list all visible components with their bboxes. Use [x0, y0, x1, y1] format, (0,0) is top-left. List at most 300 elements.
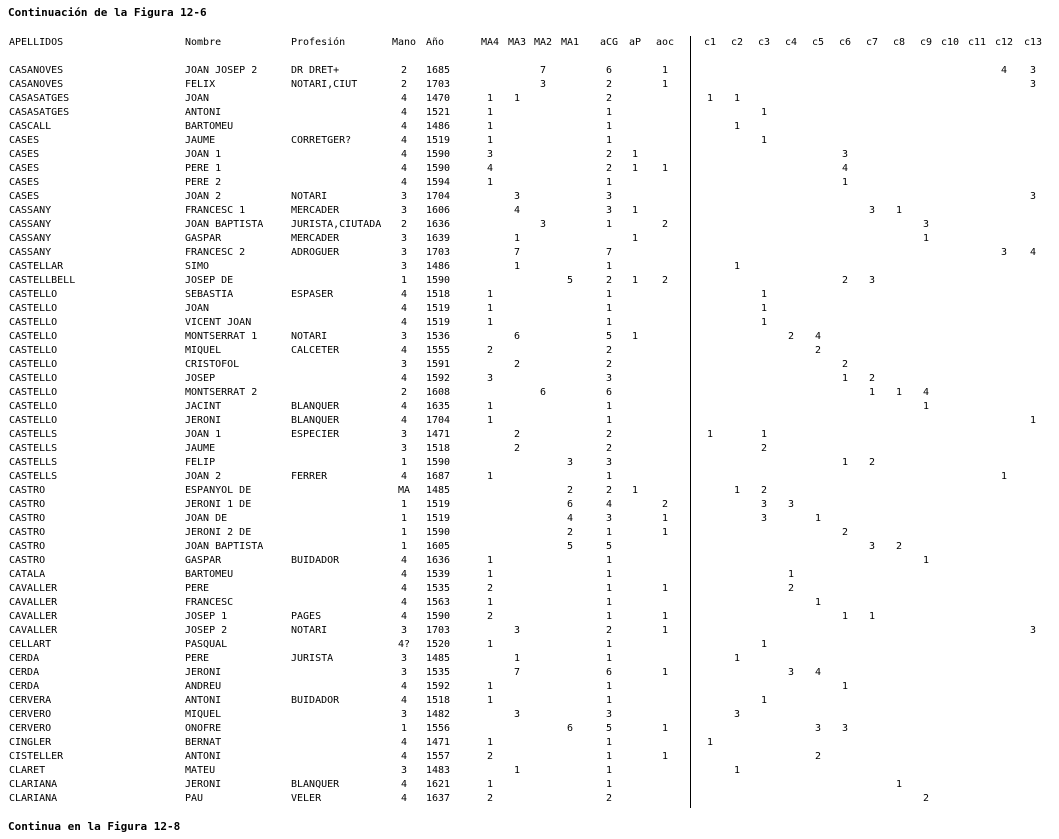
- cell-ma2: [530, 709, 556, 721]
- cell-c11: [964, 443, 990, 455]
- cell-profesion: NOTARI: [291, 625, 328, 636]
- cell-c7: 1: [868, 387, 876, 398]
- cell-nombre: JERONI: [185, 415, 222, 426]
- cell-ma1: [557, 443, 583, 455]
- cell-c5: [807, 121, 829, 133]
- cell-mano: 4: [400, 163, 408, 174]
- cell-ano: 1608: [426, 387, 451, 398]
- cell-ma4: 1: [486, 289, 494, 300]
- cell-ma3: 2: [513, 429, 521, 440]
- cell-aoc: [650, 191, 680, 203]
- cell-c11: [964, 597, 990, 609]
- cell-c3: [753, 219, 775, 231]
- cell-ap: [625, 653, 645, 665]
- cell-c11: [964, 359, 990, 371]
- cell-ap: [625, 107, 645, 119]
- cell-ma4: 1: [486, 471, 494, 482]
- cell-c12: [991, 555, 1017, 567]
- cell-ap: [625, 289, 645, 301]
- cell-c9: [915, 443, 937, 455]
- cell-aoc: [650, 779, 680, 791]
- cell-apellidos: CAVALLER: [9, 625, 58, 636]
- cell-ma4: 4: [486, 163, 494, 174]
- cell-ap: [625, 555, 645, 567]
- cell-ma3: [504, 345, 530, 357]
- cell-c7: [861, 177, 883, 189]
- cell-c1: [699, 233, 721, 245]
- cell-profesion: [291, 387, 391, 399]
- cell-c8: 2: [895, 541, 903, 552]
- cell-mano: 4: [400, 373, 408, 384]
- cell-c5: [807, 625, 829, 637]
- cell-ma3: [504, 513, 530, 525]
- cell-c9: [915, 653, 937, 665]
- cell-c9: [915, 191, 937, 203]
- cell-ma4: [477, 457, 503, 469]
- cell-c13: [1018, 723, 1048, 735]
- cell-c13: [1018, 219, 1048, 231]
- cell-ma2: [530, 737, 556, 749]
- cell-c13: 3: [1029, 65, 1037, 76]
- cell-c13: [1018, 639, 1048, 651]
- cell-c8: [888, 65, 910, 77]
- cell-mano: 3: [400, 233, 408, 244]
- cell-c2: [726, 751, 748, 763]
- cell-c11: [964, 429, 990, 441]
- cell-nombre: JERONI: [185, 779, 222, 790]
- cell-ma1: [557, 681, 583, 693]
- cell-c13: [1018, 443, 1048, 455]
- cell-c3: 1: [760, 289, 768, 300]
- cell-ma4: [477, 513, 503, 525]
- cell-c3: [753, 247, 775, 259]
- cell-c6: [834, 667, 856, 679]
- cell-ma1: [557, 233, 583, 245]
- cell-c7: [861, 499, 883, 511]
- cell-aoc: [650, 415, 680, 427]
- cell-c13: [1018, 681, 1048, 693]
- cell-ap: 1: [631, 163, 639, 174]
- cell-c7: 3: [868, 275, 876, 286]
- cell-aoc: 1: [661, 583, 669, 594]
- cell-c7: [861, 303, 883, 315]
- cell-c2: [726, 177, 748, 189]
- cell-mano: 4?: [397, 639, 411, 650]
- cell-ma4: 1: [486, 555, 494, 566]
- cell-ap: [625, 345, 645, 357]
- cell-c3: [753, 233, 775, 245]
- cell-profesion: [291, 457, 391, 469]
- cell-ma2: [530, 597, 556, 609]
- cell-c11: [964, 373, 990, 385]
- cell-c11: [964, 233, 990, 245]
- cell-apellidos: CISTELLER: [9, 751, 64, 762]
- cell-c13: [1018, 555, 1048, 567]
- cell-acg: 1: [605, 401, 613, 412]
- cell-c2: [726, 457, 748, 469]
- cell-c9: 4: [922, 387, 930, 398]
- cell-c9: [915, 93, 937, 105]
- cell-c5: 2: [814, 345, 822, 356]
- cell-c3: [753, 415, 775, 427]
- cell-ano: 1557: [426, 751, 451, 762]
- cell-c1: [699, 485, 721, 497]
- cell-c4: 2: [787, 583, 795, 594]
- cell-ap: [625, 401, 645, 413]
- cell-ano: 1563: [426, 597, 451, 608]
- cell-c6: [834, 135, 856, 147]
- cell-ma1: [557, 331, 583, 343]
- cell-c13: [1018, 583, 1048, 595]
- cell-ma4: 1: [486, 401, 494, 412]
- cell-apellidos: CASSANY: [9, 247, 52, 258]
- cell-ma4: 1: [486, 107, 494, 118]
- cell-c8: 1: [895, 779, 903, 790]
- cell-acg: 6: [605, 65, 613, 76]
- cell-c1: [699, 65, 721, 77]
- cell-c5: [807, 793, 829, 805]
- cell-c9: [915, 527, 937, 539]
- cell-c7: [861, 345, 883, 357]
- cell-profesion: [291, 541, 391, 553]
- cell-c1: [699, 345, 721, 357]
- cell-c13: [1018, 387, 1048, 399]
- cell-acg: 2: [605, 429, 613, 440]
- cell-c2: [726, 625, 748, 637]
- cell-c11: [964, 135, 990, 147]
- cell-c4: 2: [787, 331, 795, 342]
- cell-c2: [726, 163, 748, 175]
- cell-c2: [726, 597, 748, 609]
- cell-c12: [991, 443, 1017, 455]
- cell-c4: [780, 401, 802, 413]
- cell-c8: [888, 429, 910, 441]
- cell-mano: 3: [400, 191, 408, 202]
- cell-apellidos: CASANOVES: [9, 79, 64, 90]
- cell-aoc: [650, 555, 680, 567]
- cell-c7: [861, 555, 883, 567]
- cell-acg: 2: [605, 485, 613, 496]
- cell-c13: [1018, 667, 1048, 679]
- cell-nombre: JOSEP 2: [185, 625, 228, 636]
- cell-c13: [1018, 107, 1048, 119]
- cell-c11: [964, 513, 990, 525]
- cell-ma4: [477, 205, 503, 217]
- header-ap: aP: [628, 37, 642, 48]
- cell-profesion: [291, 485, 391, 497]
- cell-c3: [753, 261, 775, 273]
- cell-c1: [699, 261, 721, 273]
- cell-c12: [991, 611, 1017, 623]
- cell-c3: [753, 723, 775, 735]
- cell-c1: [699, 681, 721, 693]
- cell-c3: [753, 121, 775, 133]
- header-nombre: Nombre: [185, 37, 222, 48]
- cell-ano: 1556: [426, 723, 451, 734]
- header-c1: c1: [703, 37, 717, 48]
- cell-c9: [915, 681, 937, 693]
- cell-acg: 1: [605, 415, 613, 426]
- cell-profesion: [291, 737, 391, 749]
- cell-c8: [888, 191, 910, 203]
- cell-c6: [834, 121, 856, 133]
- cell-c4: [780, 93, 802, 105]
- cell-ma3: [504, 541, 530, 553]
- cell-acg: 5: [605, 541, 613, 552]
- cell-c10: [937, 499, 963, 511]
- cell-ano: 1471: [426, 737, 451, 748]
- cell-aoc: [650, 639, 680, 651]
- cell-ma1: [557, 261, 583, 273]
- cell-c12: [991, 541, 1017, 553]
- cell-ano: 1637: [426, 793, 451, 804]
- cell-c5: [807, 541, 829, 553]
- cell-c6: [834, 583, 856, 595]
- cell-c7: [861, 415, 883, 427]
- cell-c13: [1018, 205, 1048, 217]
- cell-c6: [834, 65, 856, 77]
- cell-c4: [780, 289, 802, 301]
- cell-ma3: 1: [513, 261, 521, 272]
- cell-apellidos: CASTRO: [9, 555, 46, 566]
- cell-c7: [861, 695, 883, 707]
- cell-c13: [1018, 737, 1048, 749]
- cell-acg: 1: [605, 317, 613, 328]
- header-c11: c11: [967, 37, 987, 48]
- cell-c1: [699, 163, 721, 175]
- cell-ma1: [557, 163, 583, 175]
- cell-ap: [625, 121, 645, 133]
- cell-ma1: [557, 597, 583, 609]
- cell-c7: [861, 737, 883, 749]
- cell-c4: [780, 121, 802, 133]
- cell-nombre: JAUME: [185, 443, 216, 454]
- cell-aoc: [650, 709, 680, 721]
- cell-c9: [915, 373, 937, 385]
- cell-acg: 6: [605, 387, 613, 398]
- cell-c7: [861, 569, 883, 581]
- cell-c7: [861, 639, 883, 651]
- header-ano: Año: [426, 37, 445, 48]
- cell-c8: [888, 443, 910, 455]
- cell-profesion: [291, 359, 391, 371]
- cell-ma2: [530, 681, 556, 693]
- cell-c8: [888, 751, 910, 763]
- cell-ma2: 3: [539, 219, 547, 230]
- header-c7: c7: [865, 37, 879, 48]
- cell-c13: [1018, 121, 1048, 133]
- cell-c12: [991, 569, 1017, 581]
- cell-ma3: [504, 149, 530, 161]
- cell-ma3: 2: [513, 443, 521, 454]
- cell-ano: 1470: [426, 93, 451, 104]
- cell-ma4: [477, 499, 503, 511]
- cell-nombre: PERE 1: [185, 163, 222, 174]
- cell-nombre: JOSEP 1: [185, 611, 228, 622]
- cell-c3: 1: [760, 639, 768, 650]
- cell-c8: [888, 709, 910, 721]
- cell-ma3: [504, 569, 530, 581]
- cell-c10: [937, 387, 963, 399]
- cell-c9: [915, 625, 937, 637]
- cell-mano: 1: [400, 723, 408, 734]
- cell-nombre: JOAN: [185, 93, 210, 104]
- cell-c12: [991, 499, 1017, 511]
- cell-aoc: [650, 177, 680, 189]
- cell-aoc: [650, 401, 680, 413]
- cell-c5: [807, 653, 829, 665]
- cell-c4: [780, 513, 802, 525]
- cell-ma2: [530, 163, 556, 175]
- cell-c13: [1018, 765, 1048, 777]
- cell-c2: [726, 611, 748, 623]
- cell-nombre: SEBASTIA: [185, 289, 234, 300]
- cell-ma1: [557, 555, 583, 567]
- cell-apellidos: CASSANY: [9, 219, 52, 230]
- cell-c5: [807, 709, 829, 721]
- cell-c2: 1: [733, 93, 741, 104]
- cell-ma4: 1: [486, 695, 494, 706]
- cell-c9: [915, 765, 937, 777]
- cell-ma4: [477, 625, 503, 637]
- cell-profesion: [291, 667, 391, 679]
- cell-c1: [699, 457, 721, 469]
- cell-ma2: [530, 303, 556, 315]
- cell-c6: [834, 499, 856, 511]
- cell-c7: [861, 135, 883, 147]
- cell-ma4: [477, 387, 503, 399]
- cell-mano: 4: [400, 793, 408, 804]
- cell-ap: [625, 737, 645, 749]
- cell-c10: [937, 471, 963, 483]
- cell-ano: 1592: [426, 681, 451, 692]
- cell-c8: [888, 457, 910, 469]
- cell-ma4: [477, 723, 503, 735]
- cell-c9: [915, 317, 937, 329]
- cell-acg: 1: [605, 737, 613, 748]
- cell-ano: 1483: [426, 765, 451, 776]
- cell-c9: [915, 541, 937, 553]
- cell-ma3: [504, 177, 530, 189]
- cell-c7: [861, 163, 883, 175]
- cell-c10: [937, 583, 963, 595]
- cell-profesion: CORRETGER?: [291, 135, 352, 146]
- cell-c8: [888, 345, 910, 357]
- cell-c10: [937, 429, 963, 441]
- cell-c5: 1: [814, 597, 822, 608]
- cell-apellidos: CASTELLO: [9, 331, 58, 342]
- cell-c9: [915, 695, 937, 707]
- cell-c4: [780, 681, 802, 693]
- cell-aoc: [650, 765, 680, 777]
- cell-c12: [991, 387, 1017, 399]
- cell-nombre: FRANCESC 2: [185, 247, 246, 258]
- cell-c2: [726, 233, 748, 245]
- cell-ma3: [504, 695, 530, 707]
- cell-c11: [964, 205, 990, 217]
- cell-c4: [780, 723, 802, 735]
- cell-c2: [726, 695, 748, 707]
- cell-c3: [753, 709, 775, 721]
- cell-aoc: [650, 793, 680, 805]
- cell-mano: 3: [400, 667, 408, 678]
- cell-c5: [807, 639, 829, 651]
- cell-c6: [834, 345, 856, 357]
- cell-acg: 2: [605, 163, 613, 174]
- cell-profesion: BLANQUER: [291, 779, 340, 790]
- cell-c6: [834, 541, 856, 553]
- cell-aoc: [650, 443, 680, 455]
- cell-c10: [937, 79, 963, 91]
- cell-mano: 3: [400, 625, 408, 636]
- cell-c8: [888, 471, 910, 483]
- cell-c8: [888, 639, 910, 651]
- cell-aoc: 1: [661, 163, 669, 174]
- cell-mano: 4: [400, 121, 408, 132]
- cell-c1: [699, 149, 721, 161]
- cell-c9: [915, 569, 937, 581]
- cell-ano: 1594: [426, 177, 451, 188]
- cell-acg: 1: [605, 289, 613, 300]
- cell-ma1: [557, 177, 583, 189]
- cell-c4: [780, 79, 802, 91]
- cell-ma1: [557, 611, 583, 623]
- cell-c13: [1018, 401, 1048, 413]
- cell-profesion: ADROGUER: [291, 247, 340, 258]
- cell-c9: [915, 79, 937, 91]
- cell-ma1: [557, 583, 583, 595]
- cell-c10: [937, 569, 963, 581]
- cell-c12: [991, 317, 1017, 329]
- cell-c6: [834, 93, 856, 105]
- cell-ma3: [504, 751, 530, 763]
- cell-c3: [753, 681, 775, 693]
- cell-c3: [753, 387, 775, 399]
- cell-profesion: MERCADER: [291, 205, 340, 216]
- cell-nombre: JOAN BAPTISTA: [185, 219, 264, 230]
- cell-apellidos: CASTELLS: [9, 443, 58, 454]
- cell-ma1: [557, 667, 583, 679]
- cell-ap: [625, 611, 645, 623]
- cell-c11: [964, 499, 990, 511]
- cell-ma2: [530, 639, 556, 651]
- cell-ap: [625, 765, 645, 777]
- cell-ano: 1704: [426, 191, 451, 202]
- cell-c3: [753, 541, 775, 553]
- cell-ap: [625, 709, 645, 721]
- cell-c9: [915, 583, 937, 595]
- cell-c7: [861, 485, 883, 497]
- cell-c5: [807, 275, 829, 287]
- cell-ano: 1535: [426, 583, 451, 594]
- cell-ap: [625, 667, 645, 679]
- cell-c10: [937, 639, 963, 651]
- cell-c7: [861, 149, 883, 161]
- cell-c2: [726, 779, 748, 791]
- cell-ap: [625, 471, 645, 483]
- cell-nombre: BERNAT: [185, 737, 222, 748]
- cell-ano: 1539: [426, 569, 451, 580]
- cell-ma1: [557, 709, 583, 721]
- cell-c10: [937, 107, 963, 119]
- cell-mano: 3: [400, 429, 408, 440]
- cell-c9: [915, 429, 937, 441]
- cell-ma2: [530, 373, 556, 385]
- cell-ap: 1: [631, 485, 639, 496]
- cell-c2: [726, 639, 748, 651]
- cell-c11: [964, 261, 990, 273]
- cell-c4: [780, 457, 802, 469]
